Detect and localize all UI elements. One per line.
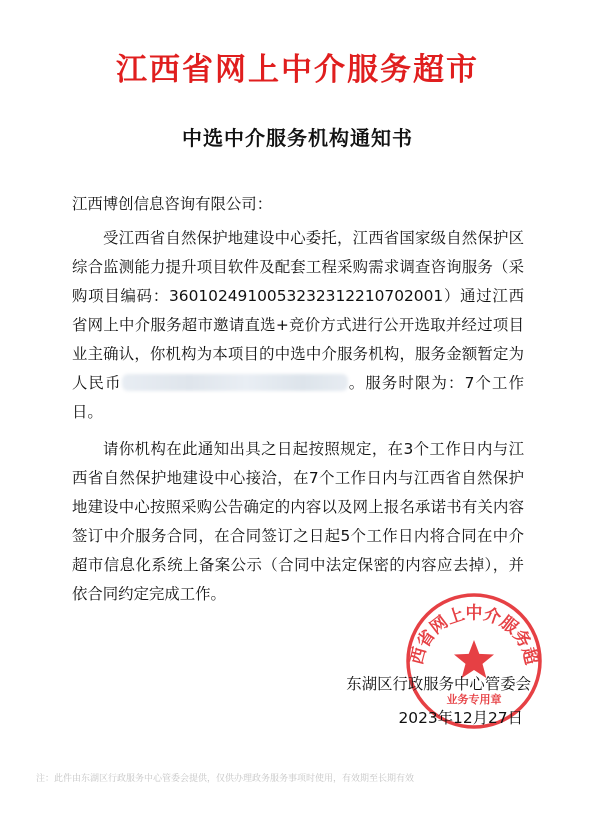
paragraph-1-tail: 。服务时限为：7个工作日。 bbox=[72, 374, 524, 421]
addressee: 江西博创信息咨询有限公司： bbox=[72, 195, 273, 213]
issuer-name: 东湖区行政服务中心管委会 bbox=[346, 675, 531, 693]
redacted-amount bbox=[122, 374, 348, 391]
seal-bottom-text: 业务专用章 bbox=[446, 693, 502, 706]
notice-paragraph-1 bbox=[72, 224, 524, 427]
issue-date: 2023年12月27日 bbox=[398, 709, 523, 727]
header-title: 江西省网上中介服务超市 bbox=[116, 52, 479, 88]
seal-ring-text: 西省网上中介服务超 bbox=[407, 603, 541, 667]
notice-body bbox=[72, 190, 524, 609]
document-title: 中选中介服务机构通知书 bbox=[182, 126, 413, 150]
notice-paragraph-2: 请你机构在此通知出具之日起按照规定，在3个工作日内与江西省自然保护地建设中心接洽，在7个工作日内与江西省自然保护地建设中心按照采购公告确定的内容以及网上报名承诺书有关内容签订中介服务合同，在合同签订之日起5个工作日内将合同在中介超市信息化系统上备案公示（合同中法定保密的内容应去掉），并依合同约定完成工作。 bbox=[72, 440, 524, 603]
footer-note: 注：此件由东湖区行政服务中心管委会提供，仅供办理政务服务事项时使用，有效期至长期有效 bbox=[36, 774, 415, 784]
paragraph-1-text: 受江西省自然保护地建设中心委托，江西省国家级自然保护区综合监测能力提升项目软件及配套工程采购需求调查咨询服务（采购项目编码：3601024910053232312210702001）通过江西省网上中介服务超市邀请直选+竞价方式进行公开选取并经过项目业主确认，你机构为本项目的中选中介服务机构，服务金额暂定为人民币 bbox=[72, 229, 524, 392]
